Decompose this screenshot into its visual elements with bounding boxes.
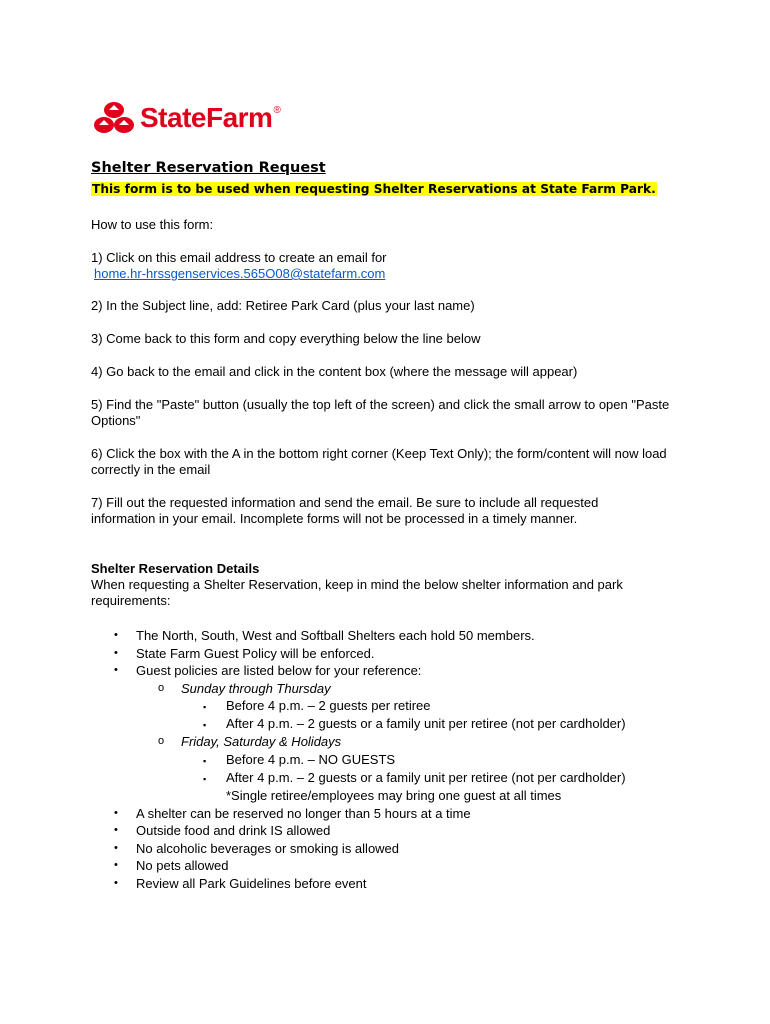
step-4: 4) Go back to the email and click in the content box (where the message will appear) [91,364,578,379]
logo-wordmark: StateFarm® [140,102,281,133]
bullet-icon: • [114,859,118,871]
section-intro: When requesting a Shelter Reservation, keep in mind the below shelter information and park requirements: [91,577,623,608]
bullet-icon: • [114,629,118,641]
bullet-icon: • [114,841,118,854]
page-title: Shelter Reservation Request [91,160,326,176]
step-1 [91,250,691,282]
circle-bullet-icon: o [158,735,165,747]
sub-sub-list-item: ▪ After 4 p.m. – 2 guests or a family unit per retiree (not per cardholder) [91,769,711,787]
step-1-text: 1) Click on this email address to create an email for [91,250,387,265]
circle-bullet-icon: o [158,681,165,694]
list-item: • Guest policies are listed below for your reference: [114,663,422,678]
bullet-icon: • [114,664,118,676]
list-item: • A shelter can be reserved no longer than 5 hours at a time [114,805,471,821]
guest-note: *Single retiree/employees may bring one guest at all times [226,787,562,803]
sub-sub-list-item: ▪ Before 4 p.m. – 2 guests per retiree [91,697,711,715]
state-farm-logo [94,100,280,136]
sub-sub-list-item: ▪ After 4 p.m. – 2 guests or a family unit per retiree (not per cardholder) [91,715,711,733]
list-item: • No alcoholic beverages or smoking is allowed [114,840,400,856]
list-item: • Outside food and drink IS allowed [114,823,331,838]
sub-sub-list-item: ▪ Before 4 p.m. – NO GUESTS [91,751,711,769]
section-title: Shelter Reservation Details [91,561,260,576]
state-farm-ovals-icon [94,101,134,135]
step-6: 6) Click the box with the A in the bottom right corner (Keep Text Only); the form/content will now load correctly in the email [91,446,667,477]
square-bullet-icon: ▪ [203,702,207,712]
step-5: 5) Find the "Paste" button (usually the top left of the screen) and click the small arrow to open "Paste Options" [91,397,670,428]
bullet-icon: • [114,646,118,659]
list-item: • The North, South, West and Softball Shelters each hold 50 members. [114,628,535,643]
bullet-icon: • [114,824,118,836]
sub-list-item: o Friday, Saturday & Holidays [158,734,342,749]
square-bullet-icon: ▪ [203,755,207,766]
list-item: • Review all Park Guidelines before event [114,875,367,891]
square-bullet-icon: ▪ [203,720,207,730]
requirements-list [91,627,711,892]
square-bullet-icon: ▪ [203,773,207,784]
form-purpose-highlight: This form is to be used when requesting Shelter Reservations at State Farm Park. [92,182,656,196]
bullet-icon: • [114,876,118,889]
step-3: 3) Come back to this form and copy everything below the line below [91,331,481,346]
list-item: • State Farm Guest Policy will be enforced. [114,645,375,661]
bullet-icon: • [114,806,118,819]
intro-text: How to use this form: [91,217,214,232]
step-7: 7) Fill out the requested information and send the email. Be sure to include all requested information in your email. Incomplete forms will not be processed in a timely manner. [91,495,599,526]
sub-list-item: o Sunday through Thursday [158,680,331,696]
list-item: • No pets allowed [114,858,229,873]
step-2: 2) In the Subject line, add: Retiree Park Card (plus your last name) [91,298,475,313]
email-link[interactable]: home.hr-hrssgenservices.565O08@statefarm.com [94,266,386,281]
